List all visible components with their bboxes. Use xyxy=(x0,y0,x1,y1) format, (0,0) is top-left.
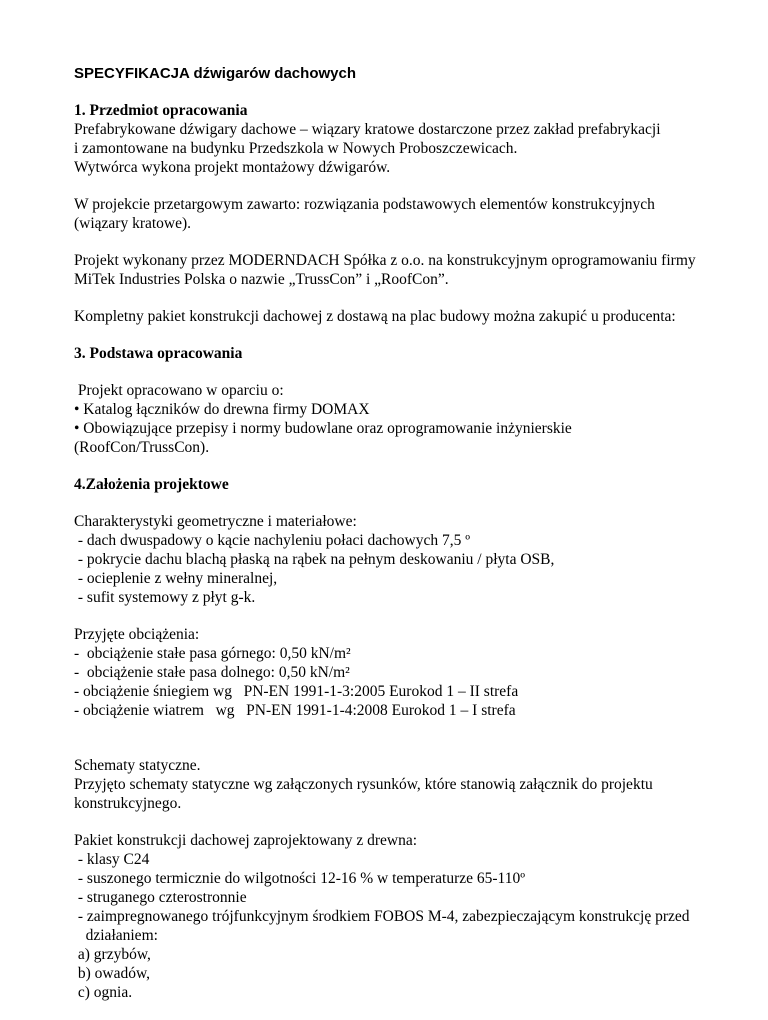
paragraph-line: Projekt wykonany przez MODERNDACH Spółka z o.o. na konstrukcyjnym oprogramowaniu firmy xyxy=(74,252,696,269)
schemes-line: Przyjęto schematy statyczne wg załączonych rysunków, które stanowią załącznik do projektu xyxy=(74,776,653,793)
package-paragraph xyxy=(74,307,714,326)
load-line: - obciążenie stałe pasa dolnego: 0,50 kN/m² xyxy=(74,664,350,681)
wood-line: - zaimpregnowanego trójfunkcyjnym środkiem FOBOS M-4, zabezpieczającym konstrukcję przed xyxy=(74,908,690,925)
schemes-line: konstrukcyjnego. xyxy=(74,795,182,812)
geometry-list xyxy=(74,512,714,607)
section-3-bullet: • Obowiązujące przepisy i normy budowlane oraz oprogramowanie inżynierskie xyxy=(74,420,572,437)
load-line: - obciążenie śniegiem wg PN-EN 1991-1-3:2005 Eurokod 1 – II strefa xyxy=(74,683,519,700)
paragraph-line: MiTek Industries Polska o nazwie „TrussCon” i „RoofCon”. xyxy=(74,271,449,288)
loads-list xyxy=(74,625,714,720)
geometry-line: - dach dwuspadowy o kącie nachyleniu połaci dachowych 7,5 º xyxy=(74,532,471,549)
wood-line: - suszonego termicznie do wilgotności 12-16 % w temperaturze 65-110º xyxy=(74,870,526,887)
wood-line: działaniem: xyxy=(74,927,158,944)
software-paragraph xyxy=(74,251,714,289)
geometry-line: Charakterystyki geometryczne i materiałowe: xyxy=(74,513,357,530)
wood-line: a) grzybów, xyxy=(74,946,151,963)
load-line: - obciążenie wiatrem wg PN-EN 1991-1-4:2008 Eurokod 1 – I strefa xyxy=(74,702,516,719)
document-page xyxy=(74,64,714,1020)
paragraph-line: W projekcie przetargowym zawarto: rozwiązania podstawowych elementów konstrukcyjnych xyxy=(74,196,655,213)
section-1-line: Wytwórca wykona projekt montażowy dźwigarów. xyxy=(74,159,391,176)
schemes-line: Schematy statyczne. xyxy=(74,757,201,774)
section-3-bullet: • Katalog łączników do drewna firmy DOMAX xyxy=(74,401,370,418)
document-title: SPECYFIKACJA dźwigarów dachowych xyxy=(74,65,356,82)
section-1 xyxy=(74,101,714,177)
geometry-line: - ocieplenie z wełny mineralnej, xyxy=(74,570,278,587)
load-line: - obciążenie stałe pasa górnego: 0,50 kN/m² xyxy=(74,645,351,662)
geometry-line: - pokrycie dachu blachą płaską na rąbek na pełnym deskowaniu / płyta OSB, xyxy=(74,551,555,568)
section-3-line: (RoofCon/TrussCon). xyxy=(74,439,210,456)
wood-line: - struganego czterostronnie xyxy=(74,889,247,906)
load-line: Przyjęte obciążenia: xyxy=(74,626,200,643)
wood-specification xyxy=(74,831,714,1002)
wood-line: Pakiet konstrukcji dachowej zaprojektowany z drewna: xyxy=(74,832,418,849)
section-4-heading: 4.Założenia projektowe xyxy=(74,476,229,493)
tender-paragraph xyxy=(74,195,714,233)
wood-line: c) ognia. xyxy=(74,984,133,1001)
section-3-heading-block xyxy=(74,344,714,363)
section-1-line: Prefabrykowane dźwigary dachowe – wiązary kratowe dostarczone przez zakład prefabrykacji xyxy=(74,121,661,138)
section-3-heading: 3. Podstawa opracowania xyxy=(74,345,243,362)
paragraph-line: Kompletny pakiet konstrukcji dachowej z dostawą na plac budowy można zakupić u producenta: xyxy=(74,308,676,325)
section-4-heading-block xyxy=(74,475,714,494)
geometry-line: - sufit systemowy z płyt g-k. xyxy=(74,589,256,606)
wood-line: b) owadów, xyxy=(74,965,151,982)
paragraph-line: (wiązary kratowe). xyxy=(74,215,192,232)
section-3-line: Projekt opracowano w oparciu o: xyxy=(74,382,284,399)
section-3-body xyxy=(74,381,714,457)
spacer xyxy=(74,738,714,756)
wood-line: - klasy C24 xyxy=(74,851,150,868)
section-1-heading: 1. Przedmiot opracowania xyxy=(74,102,248,119)
section-1-line: i zamontowane na budynku Przedszkola w Nowych Proboszczewicach. xyxy=(74,140,518,157)
static-schemes xyxy=(74,756,714,813)
